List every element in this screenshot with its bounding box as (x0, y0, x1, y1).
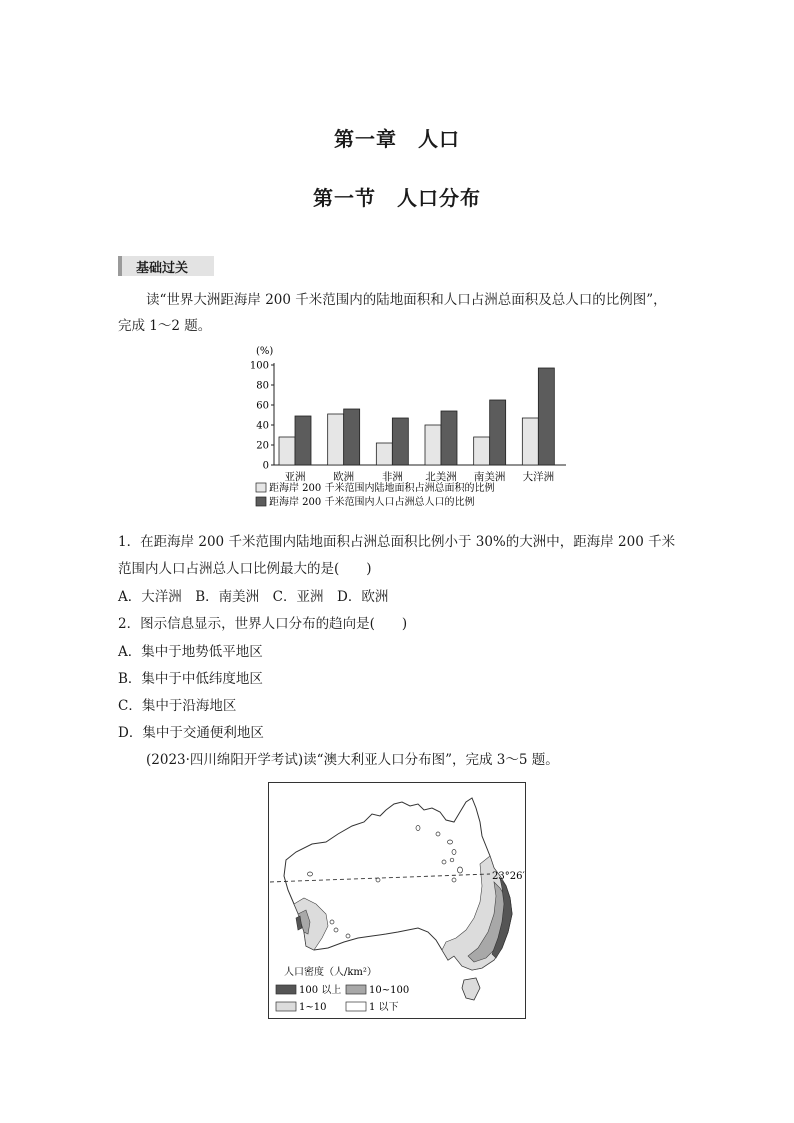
y-tick-label: 100 (249, 360, 269, 372)
q2-option-c: C．集中于沿海地区 (118, 698, 237, 714)
bar-大洋洲-series-2 (538, 368, 554, 465)
x-tick-label: 欧洲 (333, 471, 355, 483)
q2-option-d: D．集中于交通便利地区 (118, 725, 264, 741)
y-tick-label: 40 (256, 420, 269, 432)
bar-非洲-series-2 (392, 418, 408, 465)
bar-北美洲-series-1 (425, 425, 441, 465)
legend-label-low: 1~10 (299, 1002, 327, 1013)
bars (279, 368, 554, 465)
chapter-title: 第一章 人口 (334, 127, 460, 151)
x-tick-label: 北美洲 (425, 471, 457, 483)
section-tag-label: 基础过关 (136, 261, 189, 276)
q1-stem-line-2: 范围内人口占洲总人口比例最大的是( ) (118, 561, 372, 577)
q2-option-a: A．集中于地势低平地区 (118, 644, 263, 660)
legend-swatch-medium (346, 985, 366, 994)
bar-大洋洲-series-1 (522, 418, 538, 465)
chart-unit-label: (%) (256, 346, 274, 357)
bar-亚洲-series-2 (295, 416, 311, 465)
legend-swatch-high (276, 985, 296, 994)
bar-非洲-series-1 (376, 443, 392, 465)
x-axis-labels (285, 470, 555, 483)
legend-label-sparse: 1 以下 (369, 1002, 399, 1013)
bar-南美洲-series-1 (474, 437, 490, 465)
intro-2: (2023·四川绵阳开学考试)读“澳大利亚人口分布图”，完成 3～5 题。 (146, 752, 559, 768)
q2-option-b: B．集中于中低纬度地区 (118, 671, 263, 687)
map-legend-title: 人口密度（人/km²） (284, 967, 377, 978)
x-tick-label: 大洋洲 (522, 471, 555, 483)
legend-label-medium: 10~100 (369, 985, 410, 996)
legend-swatch-sparse (346, 1002, 366, 1011)
intro-line-2: 完成 1～2 题。 (118, 318, 212, 334)
y-tick-label: 80 (256, 380, 269, 392)
bar-北美洲-series-2 (441, 411, 457, 465)
section-title: 第一节 人口分布 (313, 186, 481, 210)
x-tick-label: 南美洲 (473, 471, 506, 483)
section-tag (118, 256, 214, 276)
bar-chart (240, 340, 580, 525)
australia-population-map (268, 782, 526, 1019)
q1-stem-line-1: 1．在距海岸 200 千米范围内陆地面积占洲总面积比例小于 30%的大洲中，距海岸 200 千米 (118, 534, 676, 550)
chart-legend (256, 481, 494, 508)
x-tick-label: 亚洲 (284, 471, 306, 483)
y-tick-label: 20 (256, 440, 269, 452)
q1-options: A．大洋洲 B．南美洲 C．亚洲 D．欧洲 (118, 589, 389, 605)
tropic-label: 23°26′ (492, 871, 525, 882)
legend-swatch-2 (256, 497, 266, 506)
x-tick-label: 非洲 (381, 471, 403, 483)
bar-欧洲-series-1 (328, 414, 344, 465)
intro-line-1: 读“世界大洲距海岸 200 千米范围内的陆地面积和人口占洲总面积及总人口的比例图”， (146, 292, 667, 308)
legend-label-2: 距海岸 200 千米范围内人口占洲总人口的比例 (269, 497, 475, 508)
legend-label-1: 距海岸 200 千米范围内陆地面积占洲总面积的比例 (269, 483, 495, 494)
y-tick-label: 0 (262, 460, 269, 472)
bar-欧洲-series-2 (344, 409, 360, 465)
bar-亚洲-series-1 (279, 437, 295, 465)
y-tick-label: 60 (256, 400, 269, 412)
bar-南美洲-series-2 (490, 400, 506, 465)
legend-swatch-1 (256, 483, 266, 492)
q2-stem: 2．图示信息显示，世界人口分布的趋向是( ) (118, 616, 408, 632)
legend-swatch-low (276, 1002, 296, 1011)
legend-label-high: 100 以上 (299, 985, 342, 996)
